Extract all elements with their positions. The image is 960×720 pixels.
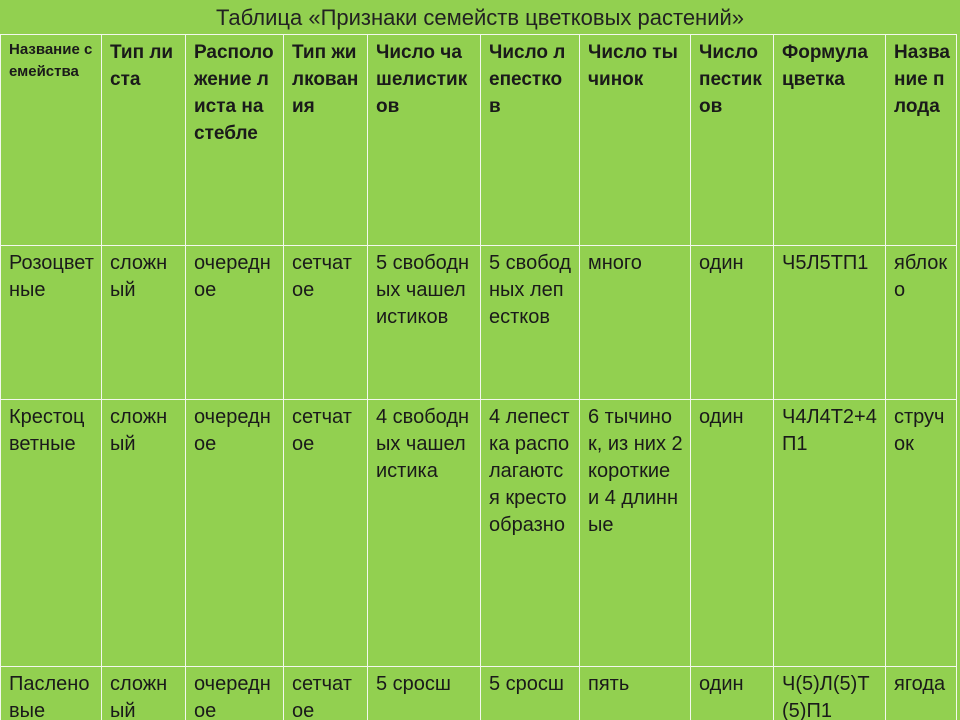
slide-title: Таблица «Признаки семейств цветковых растений» bbox=[215, 5, 745, 30]
header-stamens: Число тычинок bbox=[580, 35, 691, 246]
cell-pistils: один bbox=[691, 667, 774, 720]
cell-sepals: 5 сросш bbox=[368, 667, 481, 720]
cell-fruit-name: яблоко bbox=[886, 246, 957, 400]
header-sepals: Число чашелистиков bbox=[368, 35, 481, 246]
cell-leaf-arrangement: очередное bbox=[186, 400, 284, 667]
header-row bbox=[1, 35, 957, 246]
table-row bbox=[1, 667, 957, 720]
cell-leaf-type: сложный bbox=[102, 400, 186, 667]
cell-venation: сетчатое bbox=[284, 667, 368, 720]
cell-leaf-type: сложный bbox=[102, 246, 186, 400]
cell-stamens: пять bbox=[580, 667, 691, 720]
cell-flower-formula: Ч(5)Л(5)Т(5)П1 bbox=[774, 667, 886, 720]
cell-pistils: один bbox=[691, 246, 774, 400]
cell-stamens: 6 тычинок, из них 2 короткие и 4 длинные bbox=[580, 400, 691, 667]
header-fruit-name: Название плода bbox=[886, 35, 957, 246]
cell-petals: 5 свободных лепестков bbox=[481, 246, 580, 400]
cell-leaf-arrangement: очередное bbox=[186, 667, 284, 720]
cell-leaf-arrangement: очередное bbox=[186, 246, 284, 400]
cell-family-name: Розоцветные bbox=[1, 246, 102, 400]
header-petals: Число лепестков bbox=[481, 35, 580, 246]
cell-pistils: один bbox=[691, 400, 774, 667]
header-family-name: Название семейства bbox=[1, 35, 102, 246]
cell-fruit-name: стручок bbox=[886, 400, 957, 667]
table-row bbox=[1, 400, 957, 667]
cell-sepals: 4 свободных чашелистика bbox=[368, 400, 481, 667]
header-flower-formula: Формула цветка bbox=[774, 35, 886, 246]
header-pistils: Число пестиков bbox=[691, 35, 774, 246]
header-leaf-type: Тип листа bbox=[102, 35, 186, 246]
cell-stamens: много bbox=[580, 246, 691, 400]
cell-family-name: Крестоцветные bbox=[1, 400, 102, 667]
cell-family-name: Пасленовые bbox=[1, 667, 102, 720]
table-row bbox=[1, 246, 957, 400]
cell-flower-formula: Ч5Л5ТП1 bbox=[774, 246, 886, 400]
cell-flower-formula: Ч4Л4Т2+4П1 bbox=[774, 400, 886, 667]
header-leaf-arrangement: Расположение листа на стебле bbox=[186, 35, 284, 246]
cell-petals: 4 лепестка располагаются крестообразно bbox=[481, 400, 580, 667]
cell-leaf-type: сложный bbox=[102, 667, 186, 720]
plant-families-table bbox=[0, 34, 957, 720]
cell-petals: 5 сросш bbox=[481, 667, 580, 720]
cell-fruit-name: ягода bbox=[886, 667, 957, 720]
cell-sepals: 5 свободных чашелистиков bbox=[368, 246, 481, 400]
cell-venation: сетчатое bbox=[284, 246, 368, 400]
cell-venation: сетчатое bbox=[284, 400, 368, 667]
header-venation: Тип жилкования bbox=[284, 35, 368, 246]
